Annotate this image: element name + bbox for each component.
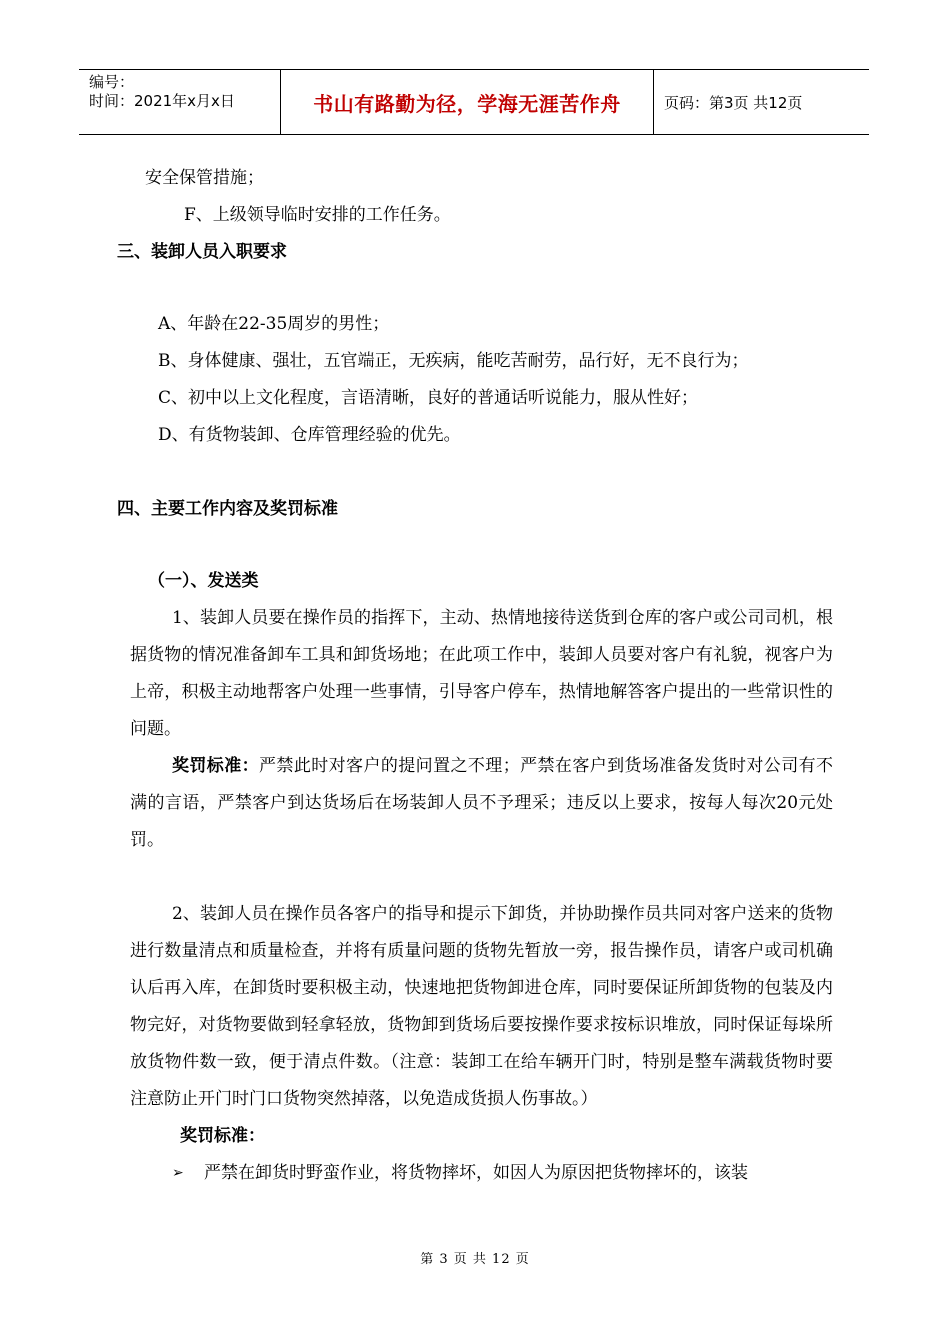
subsection-heading: （一）、发送类 [148,571,259,591]
header-meta [79,70,281,134]
bullet-arrow-icon: ➢ [172,1165,184,1181]
requirement-item: C、初中以上文化程度，言语清晰，良好的普通话听说能力，服从性好； [158,388,699,408]
section-heading: 四、主要工作内容及奖罚标准 [117,499,338,519]
reward-label: 奖罚标准： [180,1126,265,1146]
header-motto: 书山有路勤为径，学海无涯苦作舟 [281,70,654,134]
requirement-item: D、有货物装卸、仓库管理经验的优先。 [158,425,461,445]
work-item: 1、装卸人员要在操作员的指挥下，主动、热情地接待送货到仓库的客户或公司司机，根据货物的情况准备卸车工具和卸货场地；在此项工作中，装卸人员要对客户有礼貌，视客户为上帝，积极主动地帮客户处理一些事情，引导客户停车，热情地解答客户提出的一些常识性的问题。 [130,608,833,739]
body-line: F、上级领导临时安排的工作任务。 [184,205,451,225]
header-page-label: 页码：第3页 共12页 [664,93,803,112]
document-body [117,160,834,1192]
body-line: 安全保管措施； [145,168,264,188]
work-item: 2、装卸人员在操作员各客户的指导和提示下卸货，并协助操作员共同对客户送来的货物进行数量清点和质量检查，并将有质量问题的货物先暂放一旁，报告操作员，请客户或司机确认后再入库，在卸货时要积极主动，快速地把货物卸进仓库，同时要保证所卸货物的包装及内物完好，对货物要做到轻拿轻放，货物卸到货场后要按操作要求按标识堆放，同时保证每垛所放货物件数一致，便于清点件数。（注意：装卸工在给车辆开门时，特别是整车满载货物时要注意防止开门时门口货物突然掉落，以免造成货损人伤事故。） [130,904,833,1109]
requirement-item: A、年龄在22-35周岁的男性； [158,314,390,334]
page-header [79,69,869,135]
section-heading: 三、装卸人员入职要求 [117,242,287,262]
time-label: 时间：2021年x月x日 [89,92,235,110]
reward-label: 奖罚标准： [172,756,260,776]
requirement-item: B、身体健康、强壮，五官端正，无疾病，能吃苦耐劳，品行好，无不良行为； [158,351,749,371]
bullet-text: 严禁在卸货时野蛮作业，将货物摔坏，如因人为原因把货物摔坏的，该装 [204,1163,748,1183]
number-label: 编号： [89,73,135,91]
reward-text: 严禁此时对客户的提问置之不理；严禁在客户到货场准备发货时对公司有不满的言语，严禁客户到达货场后在场装卸人员不予理采；违反以上要求，按每人每次20元处罚。 [130,756,834,850]
reward-paragraph [130,748,833,859]
page-footer: 第 3 页 共 12 页 [420,1252,530,1267]
bullet-item [130,1155,833,1192]
